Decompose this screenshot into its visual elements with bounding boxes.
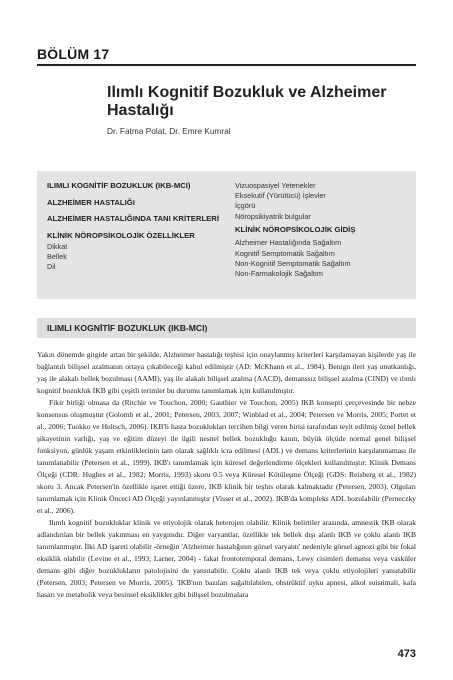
contents-left-column xyxy=(47,181,227,273)
paragraph: Ilımlı kognitif bozukluklar klinik ve etiyolojik olarak heterojen olabilir. Klinik belirtiler arasında, amnestik IKB olarak adlandırılan bir bellek yakınması en yaygınıdır. Diğer varyantlar, özellikle tek bellek dışı alanlı IKB ve çoklu alanlı IKB tanımlanmıştır. İlki AD işareti olabilir -örneğin 'Alzheimer hastalığının görsel varyantı' nedeniyle görsel agnozi gibi bir fokal eksiklik olabilir (Levine et al., 1993; Larner, 2004) - fakat frontotemporal demans, Lewy cisimleri demansı veya vasküler demans gibi diğer bozuklukların patolojisini de yansıtabilir. Çoklu alanlı IKB tek veya çoklu etiyolojileri yansıtabilir (Petersen, 2003; Petersen ve Morris, 2005). 'IKB'nın bazıları sağaltılabilen, obstrüktif uyku apnesi, alkol suistimali, kafa hasarı ve metabolik veya besinsel eksiklikler gibi bilişsel bozulmalara xyxy=(37,518,416,599)
paragraph: Fikir birliği olmasa da (Ritchie ve Touchon, 2000; Gauthier ve Touchon, 2005) IKB konsepti çerçevesinde bir nebze konsensus oluşmuştur (Golomb et al., 2001; Petersen, 2003, 2007; Winblad et al., 2004; Petersen ve Morris, 2005; Portet et al., 2006; Tuokko ve Hultsch, 2006). IKB'li hasta bozuklukları tercihen bilgi veren birisi tarafından teyit edilmiş öznel bellek şikayetinin varlığı, yaş ve eğitim düzeyi ile ilgili nesnel bellek bozukluğu kanıtı, büyük ölçüde normal genel bilişsel fonksiyon, günlük yaşam etkinliklerinin tam olarak sağlıklı icra edilmesi (ADL) ve demans kriterlerinin karşılanmaması ile tanımlanabilir (Petersen et al., 1999). IKB'ı tanımlamak için küresel değerlendirme ölçekleri kullanılmıştır: Klinik Demans Ölçeği (CDR: Hughes et al., 1982; Morris, 1993) skoru 0.5 veya Küresel Kötüleşme Ölçeği (GDS: Reisberg et al., 1982) skoru 3. Ancak Petersen'in özellikle işaret ettiği üzere, IKB klinik bir teşhis olarak kalmaktadır (Petersen, 2003). Olguları tanımlamak için Klinik Önceci AD Ölçeği yayınlanmıştır (Visser et al., 2002). IKB'da kompleks ADL bozulabilir (Perneczky et al., 2006). xyxy=(37,398,416,515)
section-title: ILIMLI KOGNİTİF BOZUKLUK (IKB-MCI) xyxy=(47,323,208,333)
contents-box xyxy=(37,171,416,299)
paragraph: Yakın dönemde gitgide artan bir şekilde, Alzheimer hastalığı teşhisi için onaylanmış kriterleri karşılamayan kişilerde yaş ile bağlantılı bilişsel azalmanın ortaya çıkabileceği kabul edilmiştir (AD: McKhann et al., 1984). Benign ileri yaş unutkanlığı, yaş ile alakalı bellek bozulması (AAMI), yaş ile alakalı bilişsel azalma (AACD), demanssız bilişsel azalma (CIND) ve ılımlı kognitif bozukluk IKB gibi çeşitli terimler bu durumu tanımlamak için kullanılmıştır. xyxy=(37,350,416,395)
chapter-label: BÖLÜM 17 xyxy=(37,46,110,62)
toc-item: Kognitif Semptomatik Sağaltım xyxy=(235,248,335,258)
toc-heading: KLİNİK NÖROPSİKOLOJİK ÖZELLİKLER xyxy=(47,230,195,240)
authors: Dr. Fatma Polat, Dr. Emre Kumral xyxy=(107,126,231,136)
toc-item: Alzheimer Hastalığında Sağaltım xyxy=(235,238,342,248)
page-number: 473 xyxy=(397,648,416,660)
toc-item: Bellek xyxy=(47,252,67,262)
toc-heading: ALZHEİMER HASTALIĞI xyxy=(47,197,135,207)
body-text xyxy=(37,349,416,601)
contents-right-column xyxy=(235,181,415,279)
toc-heading: ALZHEİMER HASTALIĞINDA TANI KRİTERLERİ xyxy=(47,214,219,223)
toc-item: İçgörü xyxy=(235,201,256,211)
toc-heading: KLİNİK NÖROPSİKOLOJİK GİDİŞ xyxy=(235,224,356,234)
section-header xyxy=(37,318,416,338)
toc-heading: ILIMLI KOGNİTİF BOZUKLUK (IKB-MCI) xyxy=(47,181,191,190)
toc-item: Non-Kognitif Semptomatik Sağaltım xyxy=(235,258,351,268)
toc-item: Nöropsikiyatrik bulgular xyxy=(235,211,311,221)
chapter-title: Ilımlı Kognitif Bozukluk ve Alzheimer Hastalığı xyxy=(107,84,387,119)
toc-item: Dikkat xyxy=(47,242,68,251)
toc-item: Vizuospasiyel Yetenekler xyxy=(235,181,316,190)
chapter-rule xyxy=(37,64,416,66)
toc-item: Dil xyxy=(47,262,56,272)
toc-item: Non-Farmakolojik Sağaltım xyxy=(235,268,323,278)
toc-item: Eksekutif (Yürütücü) İşlevler xyxy=(235,191,326,201)
